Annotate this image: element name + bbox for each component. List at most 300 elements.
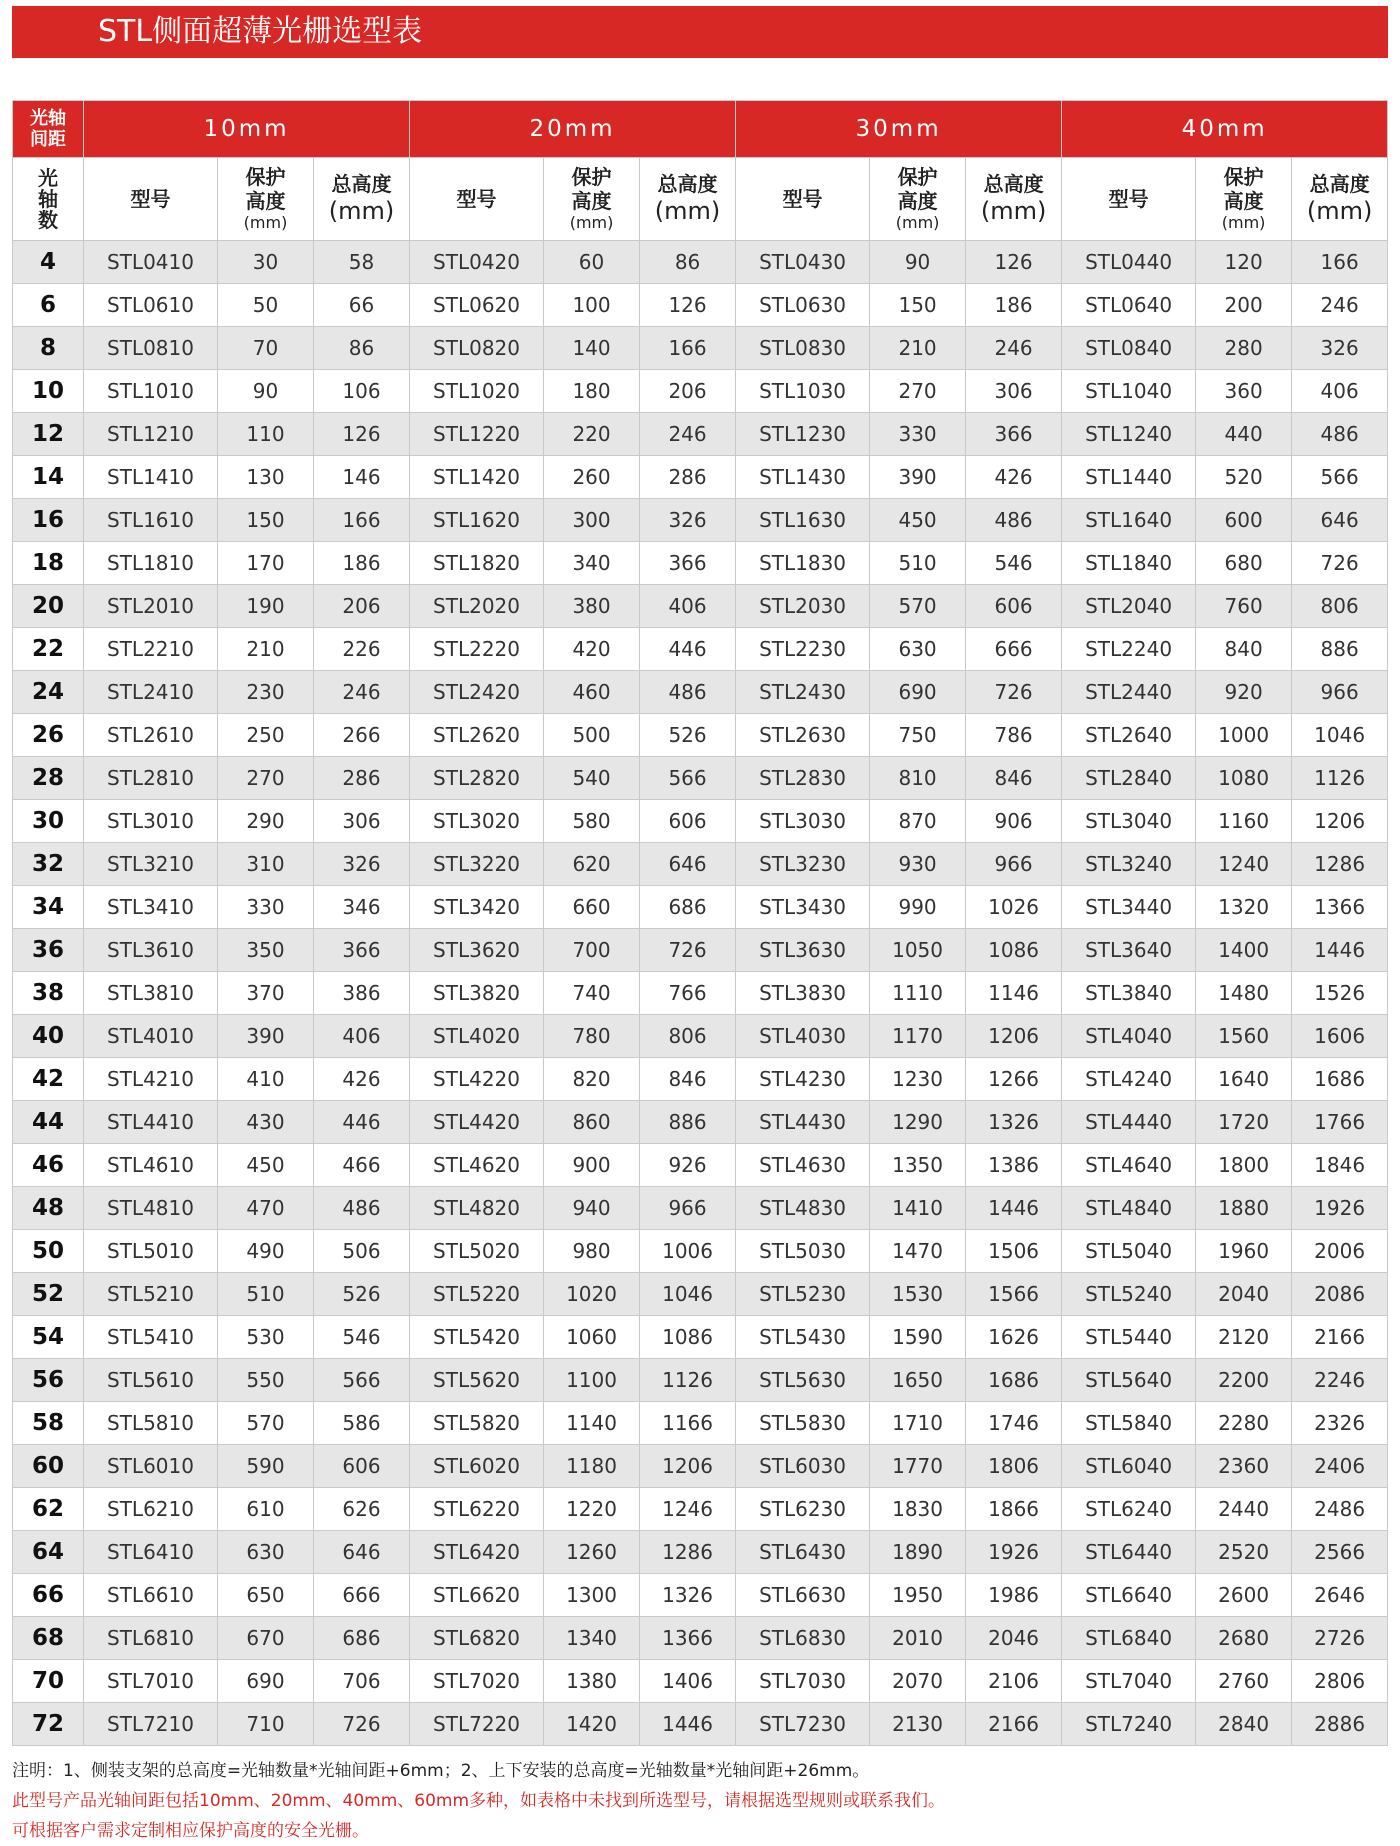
protection-height-cell: 150	[218, 499, 314, 542]
model-cell: STL6830	[736, 1617, 870, 1660]
protection-height-unit: (mm)	[1221, 213, 1266, 232]
protection-height-cell: 870	[870, 800, 966, 843]
model-cell: STL1630	[736, 499, 870, 542]
model-cell: STL3030	[736, 800, 870, 843]
model-cell: STL2230	[736, 628, 870, 671]
model-cell: STL3410	[84, 886, 218, 929]
model-cell: STL3640	[1062, 929, 1196, 972]
protection-height-cell: 140	[544, 327, 640, 370]
total-height-cell: 446	[314, 1101, 410, 1144]
model-cell: STL4420	[410, 1101, 544, 1144]
protection-height-cell: 1410	[870, 1187, 966, 1230]
model-cell: STL6210	[84, 1488, 218, 1531]
total-height-cell: 86	[314, 327, 410, 370]
total-height-unit: (mm)	[1306, 197, 1373, 225]
protection-height-cell: 690	[218, 1660, 314, 1703]
beam-count-cell: 60	[13, 1445, 84, 1488]
model-cell: STL6630	[736, 1574, 870, 1617]
beam-count-cell: 4	[13, 241, 84, 284]
total-height-cell: 1926	[1292, 1187, 1388, 1230]
total-height-cell: 1166	[640, 1402, 736, 1445]
protection-height-unit: (mm)	[569, 213, 614, 232]
table-row	[13, 1316, 1388, 1359]
beam-count-cell: 8	[13, 327, 84, 370]
total-height-cell: 386	[314, 972, 410, 1015]
protection-height-cell: 70	[218, 327, 314, 370]
total-height-cell: 446	[640, 628, 736, 671]
protection-height-cell: 680	[1196, 542, 1292, 585]
protection-height-cell: 1560	[1196, 1015, 1292, 1058]
model-cell: STL3820	[410, 972, 544, 1015]
total-height-cell: 126	[966, 241, 1062, 284]
beam-count-cell: 28	[13, 757, 84, 800]
protection-height-cell: 990	[870, 886, 966, 929]
protection-height-cell: 1880	[1196, 1187, 1292, 1230]
total-height-cell: 286	[314, 757, 410, 800]
protection-height-cell: 2280	[1196, 1402, 1292, 1445]
model-cell: STL0410	[84, 241, 218, 284]
table-row	[13, 628, 1388, 671]
notes	[12, 1756, 1388, 1846]
protection-height-cell: 810	[870, 757, 966, 800]
total-height-cell: 566	[1292, 456, 1388, 499]
model-cell: STL5640	[1062, 1359, 1196, 1402]
total-height-cell: 2246	[1292, 1359, 1388, 1402]
protection-height-cell: 290	[218, 800, 314, 843]
protection-height-cell: 650	[218, 1574, 314, 1617]
protection-height-cell: 620	[544, 843, 640, 886]
total-height-cell: 1086	[640, 1316, 736, 1359]
total-height-cell: 1286	[1292, 843, 1388, 886]
table-body	[13, 241, 1388, 1746]
model-cell: STL5820	[410, 1402, 544, 1445]
protection-height-cell: 360	[1196, 370, 1292, 413]
model-cell: STL5440	[1062, 1316, 1196, 1359]
total-height-cell: 906	[966, 800, 1062, 843]
table-row	[13, 886, 1388, 929]
header-row-spacing	[13, 101, 1388, 158]
total-height-cell: 1446	[640, 1703, 736, 1746]
model-cell: STL6840	[1062, 1617, 1196, 1660]
model-cell: STL6230	[736, 1488, 870, 1531]
total-height-column-header	[966, 158, 1062, 241]
model-cell: STL0830	[736, 327, 870, 370]
total-height-cell: 326	[1292, 327, 1388, 370]
protection-height-cell: 430	[218, 1101, 314, 1144]
protection-height-cell: 1160	[1196, 800, 1292, 843]
protection-height-cell: 670	[218, 1617, 314, 1660]
model-cell: STL2010	[84, 585, 218, 628]
total-height-cell: 486	[1292, 413, 1388, 456]
protection-height-cell: 1380	[544, 1660, 640, 1703]
protection-height-cell: 510	[218, 1273, 314, 1316]
protection-height-cell: 530	[218, 1316, 314, 1359]
model-cell: STL4610	[84, 1144, 218, 1187]
protection-height-cell: 470	[218, 1187, 314, 1230]
total-height-cell: 1266	[966, 1058, 1062, 1101]
protection-height-cell: 1530	[870, 1273, 966, 1316]
protection-height-cell: 260	[544, 456, 640, 499]
model-cell: STL1410	[84, 456, 218, 499]
total-height-cell: 2046	[966, 1617, 1062, 1660]
beam-count-cell: 58	[13, 1402, 84, 1445]
model-cell: STL4640	[1062, 1144, 1196, 1187]
model-cell: STL7010	[84, 1660, 218, 1703]
model-cell: STL0820	[410, 327, 544, 370]
protection-height-cell: 570	[218, 1402, 314, 1445]
protection-height-cell: 420	[544, 628, 640, 671]
total-height-cell: 306	[314, 800, 410, 843]
total-height-cell: 1086	[966, 929, 1062, 972]
model-cell: STL2410	[84, 671, 218, 714]
model-cell: STL3040	[1062, 800, 1196, 843]
total-height-cell: 246	[640, 413, 736, 456]
protection-height-cell: 1020	[544, 1273, 640, 1316]
spacing-header-10mm: 10mm	[84, 101, 410, 158]
model-cell: STL0620	[410, 284, 544, 327]
model-column-header: 型号	[410, 158, 544, 241]
total-height-column-header	[1292, 158, 1388, 241]
model-cell: STL3020	[410, 800, 544, 843]
model-cell: STL7210	[84, 1703, 218, 1746]
total-height-cell: 726	[314, 1703, 410, 1746]
total-height-cell: 486	[314, 1187, 410, 1230]
total-height-cell: 286	[640, 456, 736, 499]
model-column-header: 型号	[84, 158, 218, 241]
total-height-cell: 166	[640, 327, 736, 370]
table-row	[13, 1101, 1388, 1144]
protection-height-cell: 210	[870, 327, 966, 370]
model-cell: STL0840	[1062, 327, 1196, 370]
model-cell: STL1840	[1062, 542, 1196, 585]
total-height-cell: 2006	[1292, 1230, 1388, 1273]
note-line-2: 此型号产品光轴间距包括10mm、20mm、40mm、60mm多种，如表格中未找到所选型号，请根据选型规则或联系我们。	[12, 1791, 946, 1811]
model-cell: STL3240	[1062, 843, 1196, 886]
model-cell: STL5010	[84, 1230, 218, 1273]
total-height-column-header	[314, 158, 410, 241]
total-height-cell: 246	[1292, 284, 1388, 327]
protection-height-cell: 1300	[544, 1574, 640, 1617]
total-height-cell: 246	[314, 671, 410, 714]
total-height-cell: 206	[640, 370, 736, 413]
beam-count-cell: 24	[13, 671, 84, 714]
protection-height-cell: 1000	[1196, 714, 1292, 757]
note-line-1: 注明：1、侧装支架的总高度=光轴数量*光轴间距+6mm；2、上下安装的总高度=光轴数量*光轴间距+26mm。	[12, 1761, 870, 1781]
total-height-cell: 846	[966, 757, 1062, 800]
total-height-cell: 486	[966, 499, 1062, 542]
table-row	[13, 370, 1388, 413]
protection-height-column-header	[218, 158, 314, 241]
protection-height-cell: 1470	[870, 1230, 966, 1273]
protection-height-cell: 630	[870, 628, 966, 671]
total-height-cell: 806	[1292, 585, 1388, 628]
model-cell: STL7220	[410, 1703, 544, 1746]
protection-height-cell: 390	[870, 456, 966, 499]
protection-height-cell: 2200	[1196, 1359, 1292, 1402]
model-cell: STL2820	[410, 757, 544, 800]
table-row	[13, 1445, 1388, 1488]
protection-height-cell: 450	[870, 499, 966, 542]
protection-height-cell: 930	[870, 843, 966, 886]
protection-height-cell: 1830	[870, 1488, 966, 1531]
protection-height-cell: 1260	[544, 1531, 640, 1574]
model-cell: STL1810	[84, 542, 218, 585]
model-cell: STL4820	[410, 1187, 544, 1230]
total-height-cell: 966	[966, 843, 1062, 886]
model-cell: STL4630	[736, 1144, 870, 1187]
beam-count-cell: 46	[13, 1144, 84, 1187]
table-row	[13, 241, 1388, 284]
total-height-cell: 2806	[1292, 1660, 1388, 1703]
beam-count-cell: 50	[13, 1230, 84, 1273]
total-height-cell: 166	[1292, 241, 1388, 284]
note-line-3: 可根据客户需求定制相应保护高度的安全光栅。	[12, 1821, 369, 1841]
total-height-cell: 1046	[640, 1273, 736, 1316]
table-row	[13, 1574, 1388, 1617]
beam-count-cell: 48	[13, 1187, 84, 1230]
total-height-cell: 1126	[1292, 757, 1388, 800]
protection-height-cell: 570	[870, 585, 966, 628]
model-cell: STL7030	[736, 1660, 870, 1703]
total-height-cell: 1366	[1292, 886, 1388, 929]
protection-height-cell: 750	[870, 714, 966, 757]
total-height-cell: 966	[1292, 671, 1388, 714]
model-cell: STL5430	[736, 1316, 870, 1359]
protection-height-unit: (mm)	[243, 213, 288, 232]
model-cell: STL5630	[736, 1359, 870, 1402]
total-height-cell: 1326	[966, 1101, 1062, 1144]
protection-height-label: 保护 高度	[897, 165, 938, 213]
protection-height-cell: 780	[544, 1015, 640, 1058]
model-cell: STL1640	[1062, 499, 1196, 542]
protection-height-cell: 1770	[870, 1445, 966, 1488]
protection-height-cell: 1230	[870, 1058, 966, 1101]
protection-height-cell: 1420	[544, 1703, 640, 1746]
total-height-cell: 686	[314, 1617, 410, 1660]
model-cell: STL6610	[84, 1574, 218, 1617]
protection-height-cell: 190	[218, 585, 314, 628]
protection-height-cell: 270	[870, 370, 966, 413]
model-cell: STL4020	[410, 1015, 544, 1058]
protection-height-cell: 210	[218, 628, 314, 671]
total-height-cell: 426	[314, 1058, 410, 1101]
model-cell: STL0420	[410, 241, 544, 284]
total-height-cell: 406	[640, 585, 736, 628]
protection-height-cell: 1590	[870, 1316, 966, 1359]
total-height-cell: 966	[640, 1187, 736, 1230]
total-height-cell: 1626	[966, 1316, 1062, 1359]
protection-height-column-header	[870, 158, 966, 241]
table-row	[13, 714, 1388, 757]
model-cell: STL5040	[1062, 1230, 1196, 1273]
total-height-label: 总高度	[983, 172, 1044, 196]
protection-height-cell: 1340	[544, 1617, 640, 1660]
protection-height-cell: 280	[1196, 327, 1292, 370]
total-height-cell: 646	[1292, 499, 1388, 542]
model-cell: STL2830	[736, 757, 870, 800]
model-cell: STL5840	[1062, 1402, 1196, 1445]
model-cell: STL5420	[410, 1316, 544, 1359]
model-cell: STL3620	[410, 929, 544, 972]
model-column-header: 型号	[736, 158, 870, 241]
beam-count-cell: 38	[13, 972, 84, 1015]
model-cell: STL2240	[1062, 628, 1196, 671]
protection-height-cell: 110	[218, 413, 314, 456]
model-cell: STL2020	[410, 585, 544, 628]
total-height-cell: 2106	[966, 1660, 1062, 1703]
model-cell: STL7020	[410, 1660, 544, 1703]
protection-height-label: 保护 高度	[245, 165, 286, 213]
protection-height-cell: 1710	[870, 1402, 966, 1445]
model-cell: STL2810	[84, 757, 218, 800]
beam-count-cell: 44	[13, 1101, 84, 1144]
table-row	[13, 585, 1388, 628]
model-cell: STL0440	[1062, 241, 1196, 284]
beam-count-cell: 70	[13, 1660, 84, 1703]
total-height-cell: 1446	[966, 1187, 1062, 1230]
table-row	[13, 1144, 1388, 1187]
total-height-cell: 526	[314, 1273, 410, 1316]
table-row	[13, 1273, 1388, 1316]
model-cell: STL2610	[84, 714, 218, 757]
protection-height-cell: 1220	[544, 1488, 640, 1531]
table-row	[13, 284, 1388, 327]
total-height-cell: 366	[966, 413, 1062, 456]
protection-height-cell: 100	[544, 284, 640, 327]
protection-height-cell: 30	[218, 241, 314, 284]
protection-height-cell: 370	[218, 972, 314, 1015]
model-cell: STL1210	[84, 413, 218, 456]
table-row	[13, 1531, 1388, 1574]
beam-count-cell: 72	[13, 1703, 84, 1746]
model-cell: STL3830	[736, 972, 870, 1015]
model-cell: STL6410	[84, 1531, 218, 1574]
model-cell: STL4830	[736, 1187, 870, 1230]
protection-height-label: 保护 高度	[1223, 165, 1264, 213]
protection-height-cell: 1350	[870, 1144, 966, 1187]
total-height-cell: 1206	[966, 1015, 1062, 1058]
protection-height-column-header	[544, 158, 640, 241]
total-height-cell: 226	[314, 628, 410, 671]
protection-height-cell: 820	[544, 1058, 640, 1101]
protection-height-cell: 1650	[870, 1359, 966, 1402]
model-cell: STL4620	[410, 1144, 544, 1187]
total-height-cell: 1506	[966, 1230, 1062, 1273]
protection-height-cell: 170	[218, 542, 314, 585]
protection-height-cell: 1480	[1196, 972, 1292, 1015]
model-cell: STL6820	[410, 1617, 544, 1660]
table-row	[13, 1187, 1388, 1230]
total-height-cell: 606	[640, 800, 736, 843]
total-height-cell: 1006	[640, 1230, 736, 1273]
model-cell: STL4230	[736, 1058, 870, 1101]
beam-count-cell: 32	[13, 843, 84, 886]
protection-height-cell: 150	[870, 284, 966, 327]
protection-height-cell: 50	[218, 284, 314, 327]
spacing-header-20mm: 20mm	[410, 101, 736, 158]
protection-height-cell: 1170	[870, 1015, 966, 1058]
total-height-cell: 146	[314, 456, 410, 499]
protection-height-cell: 200	[1196, 284, 1292, 327]
total-height-cell: 2726	[1292, 1617, 1388, 1660]
protection-height-cell: 630	[218, 1531, 314, 1574]
beam-count-cell: 54	[13, 1316, 84, 1359]
beam-count-cell: 66	[13, 1574, 84, 1617]
table-row	[13, 1660, 1388, 1703]
protection-height-cell: 1640	[1196, 1058, 1292, 1101]
total-height-cell: 366	[314, 929, 410, 972]
beam-count-cell: 42	[13, 1058, 84, 1101]
protection-height-cell: 700	[544, 929, 640, 972]
model-cell: STL6020	[410, 1445, 544, 1488]
protection-height-cell: 440	[1196, 413, 1292, 456]
beam-count-cell: 26	[13, 714, 84, 757]
table-row	[13, 456, 1388, 499]
model-cell: STL3610	[84, 929, 218, 972]
total-height-cell: 1126	[640, 1359, 736, 1402]
beam-count-cell: 18	[13, 542, 84, 585]
model-cell: STL1220	[410, 413, 544, 456]
beam-count-cell: 16	[13, 499, 84, 542]
total-height-cell: 646	[640, 843, 736, 886]
protection-height-cell: 1140	[544, 1402, 640, 1445]
total-height-cell: 686	[640, 886, 736, 929]
model-cell: STL1040	[1062, 370, 1196, 413]
model-cell: STL3630	[736, 929, 870, 972]
protection-height-cell: 1890	[870, 1531, 966, 1574]
model-cell: STL2640	[1062, 714, 1196, 757]
table-row	[13, 929, 1388, 972]
total-height-cell: 66	[314, 284, 410, 327]
model-cell: STL1240	[1062, 413, 1196, 456]
protection-height-cell: 1320	[1196, 886, 1292, 929]
total-height-cell: 406	[1292, 370, 1388, 413]
total-height-cell: 1606	[1292, 1015, 1388, 1058]
total-height-cell: 1806	[966, 1445, 1062, 1488]
model-cell: STL2440	[1062, 671, 1196, 714]
total-height-cell: 1406	[640, 1660, 736, 1703]
protection-height-cell: 250	[218, 714, 314, 757]
total-height-cell: 246	[966, 327, 1062, 370]
model-cell: STL7040	[1062, 1660, 1196, 1703]
total-height-cell: 1146	[966, 972, 1062, 1015]
header-row-columns	[13, 158, 1388, 241]
total-height-cell: 1526	[1292, 972, 1388, 1015]
model-cell: STL5240	[1062, 1273, 1196, 1316]
model-cell: STL1010	[84, 370, 218, 413]
total-height-cell: 2406	[1292, 1445, 1388, 1488]
table-row	[13, 972, 1388, 1015]
model-cell: STL5410	[84, 1316, 218, 1359]
total-height-cell: 126	[640, 284, 736, 327]
model-cell: STL2630	[736, 714, 870, 757]
total-height-cell: 206	[314, 585, 410, 628]
model-cell: STL6810	[84, 1617, 218, 1660]
protection-height-cell: 2360	[1196, 1445, 1292, 1488]
total-height-cell: 2646	[1292, 1574, 1388, 1617]
table-row	[13, 1488, 1388, 1531]
total-height-unit: (mm)	[328, 197, 395, 225]
beam-count-cell: 40	[13, 1015, 84, 1058]
model-cell: STL5220	[410, 1273, 544, 1316]
total-height-cell: 566	[640, 757, 736, 800]
total-height-cell: 546	[314, 1316, 410, 1359]
protection-height-cell: 330	[870, 413, 966, 456]
total-height-cell: 606	[314, 1445, 410, 1488]
total-height-cell: 166	[314, 499, 410, 542]
total-height-cell: 1206	[1292, 800, 1388, 843]
protection-height-cell: 920	[1196, 671, 1292, 714]
